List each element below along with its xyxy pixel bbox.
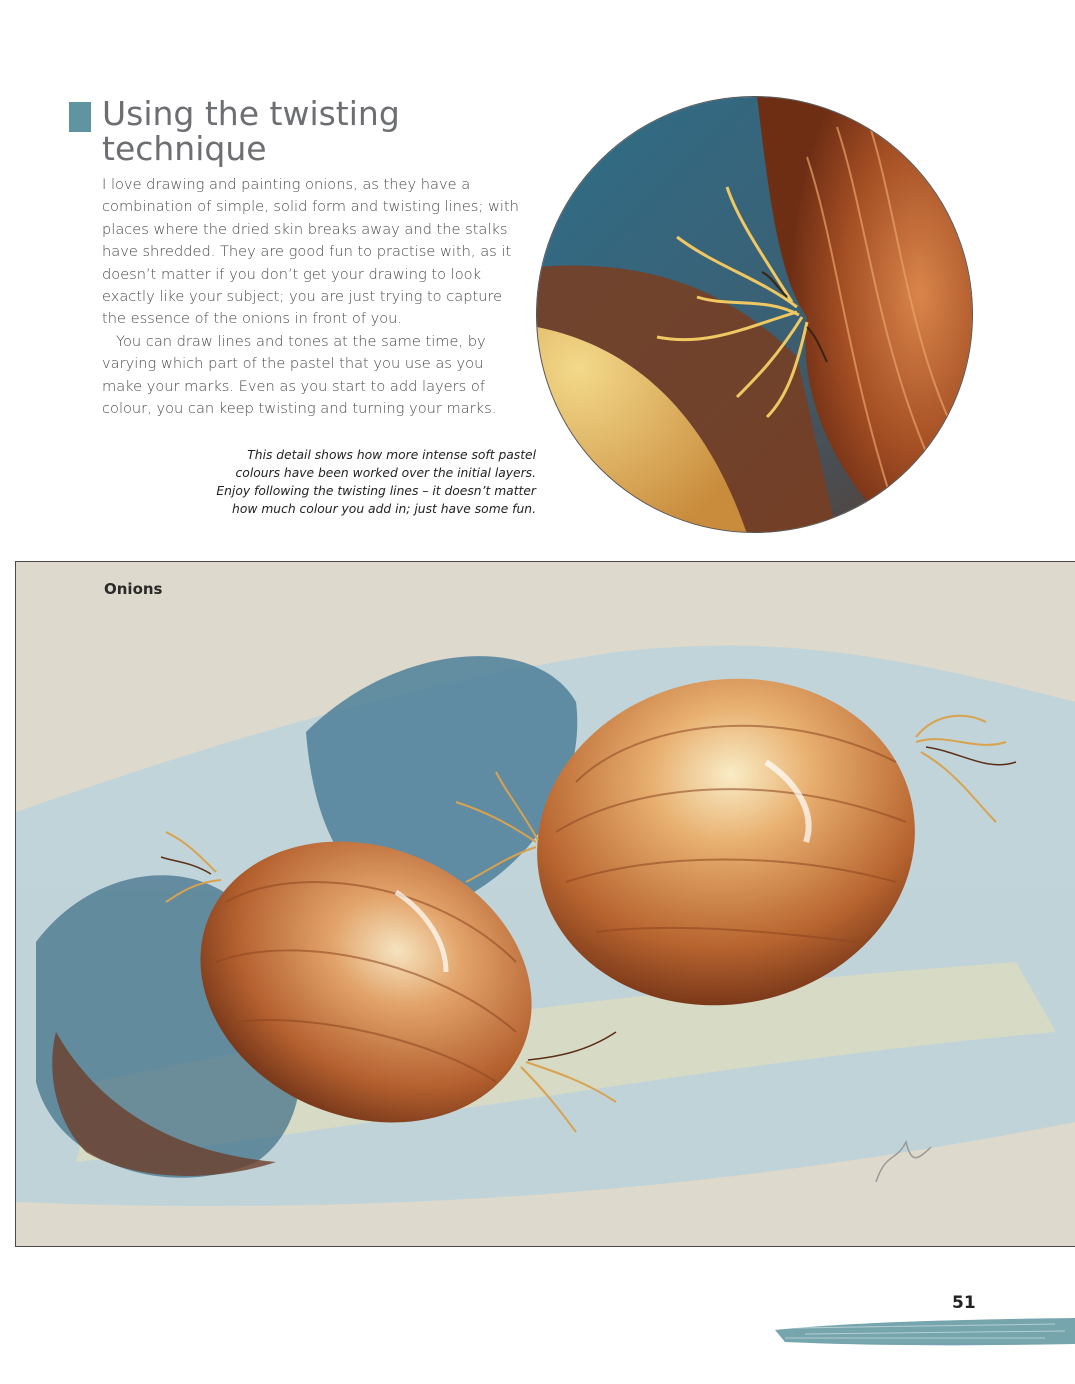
body-paragraph-2: You can draw lines and tones at the same time, by varying which part of the pastel that you use as you make your marks. Even as you start to add layers of colour, you can keep twisting and turning your marks. <box>102 332 497 418</box>
heading-accent-bar <box>69 102 91 132</box>
page-number: 51 <box>952 1293 976 1313</box>
onions-painting-illustration <box>16 562 1075 1247</box>
heading-line-1: Using the twisting <box>102 94 400 133</box>
onions-painting <box>15 561 1075 1247</box>
detail-image <box>536 96 973 533</box>
painting-label: Onions <box>104 580 163 598</box>
decorative-brush-stroke <box>775 1316 1075 1350</box>
section-heading <box>102 96 400 166</box>
detail-onion-illustration <box>537 97 973 533</box>
body-text <box>102 174 527 420</box>
detail-caption: This detail shows how more intense soft pastel colours have been worked over the initial layers. Enjoy following the twisting lines – it doesn’t matter how much colour you add in; just have some fun. <box>216 448 536 516</box>
body-paragraph-1: I love drawing and painting onions, as they have a combination of simple, solid form and twisting lines; with places where the dried skin breaks away and the stalks have shredded. They are good fun to practise with, as it doesn’t matter if you don’t get your drawing to look exactly like your subject; you are just trying to capture the essence of the onions in front of you. <box>102 176 519 328</box>
heading-line-2: technique <box>102 129 267 168</box>
